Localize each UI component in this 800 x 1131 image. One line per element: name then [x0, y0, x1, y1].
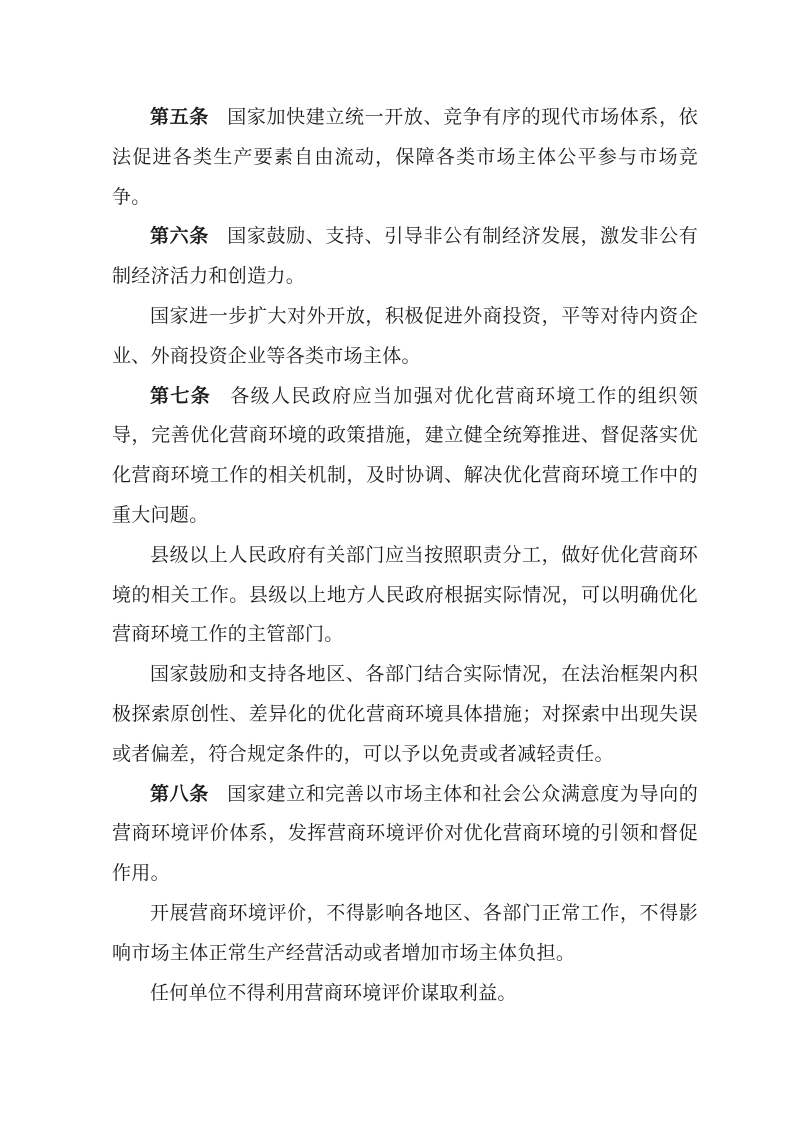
paragraph-text: 国家进一步扩大对外开放，积极促进外商投资，平等对待内资企业、外商投资企业等各类市场主体。: [112, 304, 698, 367]
paragraph-article-6-clause-2: [112, 297, 698, 377]
paragraph-article-5: [112, 98, 698, 217]
paragraph-text: 国家建立和完善以市场主体和社会公众满意度为导向的营商环境评价体系，发挥营商环境评价对优化营商环境的引领和督促作用。: [112, 782, 698, 885]
paragraph-article-7: [112, 377, 698, 536]
paragraph-text: 各级人民政府应当加强对优化营商环境工作的组织领导，完善优化营商环境的政策措施，建立健全统筹推进、督促落实优化营商环境工作的相关机制，及时协调、解决优化营商环境工作中的重大问题。: [112, 384, 698, 526]
article-number: 第八条: [150, 782, 209, 805]
paragraph-article-8: [112, 775, 698, 894]
paragraph-article-6: [112, 217, 698, 297]
paragraph-text: 国家鼓励、支持、引导非公有制经济发展，激发非公有制经济活力和创造力。: [112, 225, 698, 288]
paragraph-article-7-clause-2: [112, 536, 698, 655]
article-number: 第七条: [150, 384, 212, 407]
paragraph-text: 开展营商环境评价，不得影响各地区、各部门正常工作，不得影响市场主体正常生产经营活动或者增加市场主体负担。: [112, 901, 698, 964]
paragraph-text: 国家鼓励和支持各地区、各部门结合实际情况，在法治框架内积极探索原创性、差异化的优化营商环境具体措施；对探索中出现失误或者偏差，符合规定条件的，可以予以免责或者减轻责任。: [112, 663, 698, 765]
paragraph-article-7-clause-3: [112, 655, 698, 774]
paragraph-article-8-clause-2: [112, 894, 698, 974]
paragraph-text: 县级以上人民政府有关部门应当按照职责分工，做好优化营商环境的相关工作。县级以上地方人民政府根据实际情况，可以明确优化营商环境工作的主管部门。: [112, 543, 698, 646]
article-number: 第五条: [150, 106, 209, 128]
article-number: 第六条: [150, 225, 209, 248]
paragraph-text: 国家加快建立统一开放、竞争有序的现代市场体系，依法促进各类生产要素自由流动，保障各类市场主体公平参与市场竞争。: [112, 106, 698, 208]
paragraph-text: 任何单位不得利用营商环境评价谋取利益。: [150, 981, 517, 1004]
paragraph-article-8-clause-3: [112, 974, 698, 1014]
document-body: [112, 98, 698, 1013]
